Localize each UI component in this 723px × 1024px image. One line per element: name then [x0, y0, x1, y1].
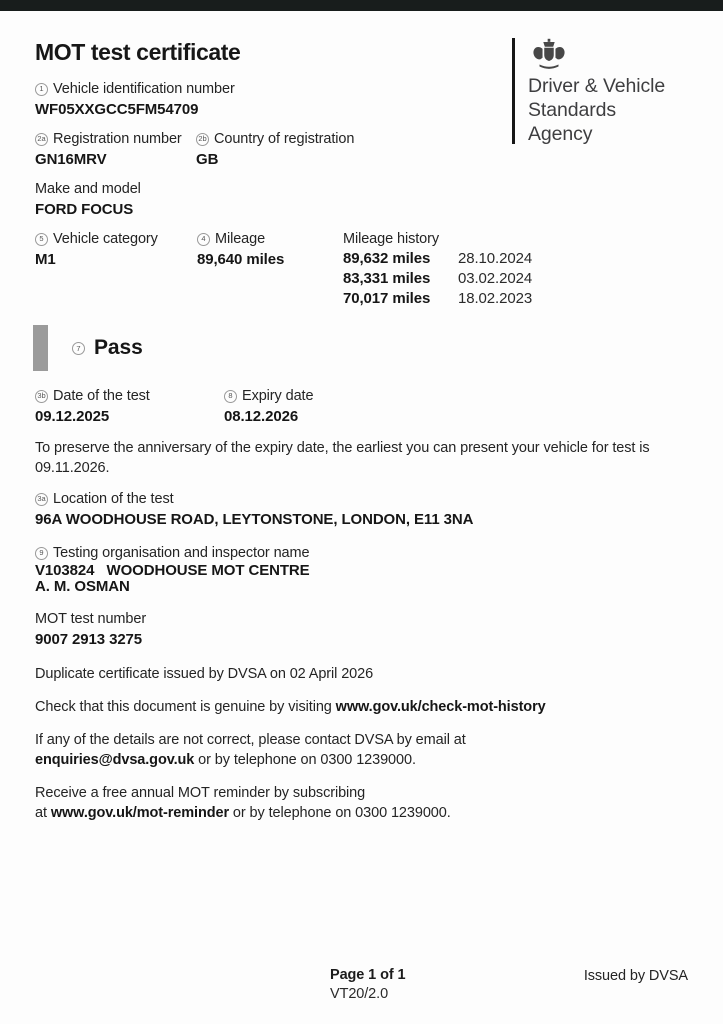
reminder-notice-line1: Receive a free annual MOT reminder by subscribing	[35, 785, 366, 801]
page-title: MOT test certificate	[35, 39, 241, 65]
contact-notice-line2	[35, 750, 688, 770]
field-number-3a-icon: 3a	[35, 493, 48, 506]
field-number-2a-icon: 2a	[35, 133, 48, 146]
anniversary-note-line2: 09.11.2026.	[35, 460, 110, 476]
contact-phone-text: or by telephone on 0300 1239000.	[194, 752, 416, 768]
test-result-value: Pass	[94, 336, 143, 359]
reminder-notice-line2	[35, 803, 688, 823]
anniversary-note	[35, 438, 688, 478]
top-bar	[0, 0, 723, 11]
royal-crest-icon	[530, 38, 568, 70]
issued-by: Issued by DVSA	[583, 968, 688, 984]
dvsa-logo	[512, 38, 665, 146]
vin-value: WF05XXGCC5FM54709	[35, 101, 199, 118]
form-number: VT20/2.0	[330, 986, 389, 1002]
mot-number-label: MOT test number	[35, 611, 147, 627]
mileage-history-row	[343, 249, 532, 269]
field-number-8-icon: 8	[224, 390, 237, 403]
contact-notice-line1: If any of the details are not correct, please contact DVSA by email at	[35, 732, 466, 748]
field-location	[35, 489, 688, 530]
field-mot-number	[35, 609, 688, 650]
reminder-prefix-text: at	[35, 805, 51, 821]
contact-notice	[35, 730, 688, 770]
mileage-history-label: Mileage history	[343, 231, 440, 247]
mot-reminder-url: www.gov.uk/mot-reminder	[50, 805, 229, 821]
footer-page-info	[330, 966, 405, 1004]
field-test-date	[35, 386, 224, 427]
logo-text-line1: Driver & Vehicle	[528, 75, 666, 97]
field-number-9-icon: 9	[35, 547, 48, 560]
make-model-value: FORD FOCUS	[35, 201, 134, 218]
mileage-value: 89,640 miles	[197, 251, 285, 268]
vin-label: Vehicle identification number	[53, 81, 235, 97]
field-number-5-icon: 5	[35, 233, 48, 246]
dates-row	[35, 386, 688, 427]
reminder-phone-text: or by telephone on 0300 1239000.	[229, 805, 451, 821]
test-result-section	[35, 325, 688, 371]
field-country	[196, 129, 354, 170]
registration-label: Registration number	[53, 131, 182, 147]
test-date-label: Date of the test	[53, 388, 150, 404]
vehicle-category-label: Vehicle category	[53, 231, 158, 247]
organisation-label: Testing organisation and inspector name	[53, 545, 310, 561]
mileage-history-miles: 70,017 miles	[343, 290, 431, 307]
mileage-label: Mileage	[215, 231, 266, 247]
country-label: Country of registration	[214, 131, 355, 147]
mileage-history-row	[343, 269, 532, 289]
field-number-1-icon: 1	[35, 83, 48, 96]
reminder-notice	[35, 783, 688, 823]
mot-number-value: 9007 2913 3275	[35, 631, 143, 648]
field-number-7-icon: 7	[72, 342, 85, 355]
field-organisation	[35, 543, 688, 595]
mileage-history-miles: 83,331 miles	[343, 270, 431, 287]
location-value: 96A WOODHOUSE ROAD, LEYTONSTONE, LONDON, E11 3NA	[35, 511, 474, 528]
mileage-history-miles: 89,632 miles	[343, 250, 431, 267]
genuine-notice	[35, 697, 688, 717]
field-number-2b-icon: 2b	[196, 133, 209, 146]
pass-indicator-bar	[33, 325, 48, 371]
check-mot-history-url: www.gov.uk/check-mot-history	[335, 699, 546, 715]
mileage-history-date: 03.02.2024	[458, 270, 533, 287]
make-model-label: Make and model	[35, 181, 141, 197]
location-label: Location of the test	[53, 491, 174, 507]
logo-text	[528, 74, 665, 146]
logo-text-line2: Standards	[528, 99, 616, 121]
duplicate-notice: Duplicate certificate issued by DVSA on 02 April 2026	[35, 666, 374, 682]
mileage-history-date: 18.02.2023	[458, 290, 533, 307]
field-expiry-date	[224, 386, 313, 427]
registration-value: GN16MRV	[35, 151, 107, 168]
field-make-model	[35, 179, 688, 220]
mileage-history-row	[343, 289, 532, 309]
logo-text-line3: Agency	[528, 123, 593, 145]
category-mileage-row	[35, 229, 688, 309]
field-number-3b-icon: 3b	[35, 390, 48, 403]
mileage-history-date: 28.10.2024	[458, 250, 533, 267]
field-mileage	[197, 229, 343, 309]
page-number: Page 1 of 1	[330, 967, 406, 983]
vehicle-category-value: M1	[35, 251, 56, 268]
field-number-4-icon: 4	[197, 233, 210, 246]
logo-divider-bar	[512, 38, 515, 144]
dvsa-email: enquiries@dvsa.gov.uk	[35, 752, 195, 768]
field-registration	[35, 129, 196, 170]
genuine-notice-text: Check that this document is genuine by visiting	[35, 699, 336, 715]
expiry-date-label: Expiry date	[242, 388, 314, 404]
test-date-value: 09.12.2025	[35, 408, 110, 425]
organisation-value-line2: A. M. OSMAN	[35, 578, 130, 595]
anniversary-note-line1: To preserve the anniversary of the expiry date, the earliest you can present your vehicle for test is	[35, 440, 650, 456]
expiry-date-value: 08.12.2026	[224, 408, 299, 425]
country-value: GB	[196, 151, 219, 168]
organisation-value-line1: V103824 WOODHOUSE MOT CENTRE	[35, 562, 310, 579]
field-vehicle-category	[35, 229, 197, 309]
mileage-history	[343, 229, 532, 309]
